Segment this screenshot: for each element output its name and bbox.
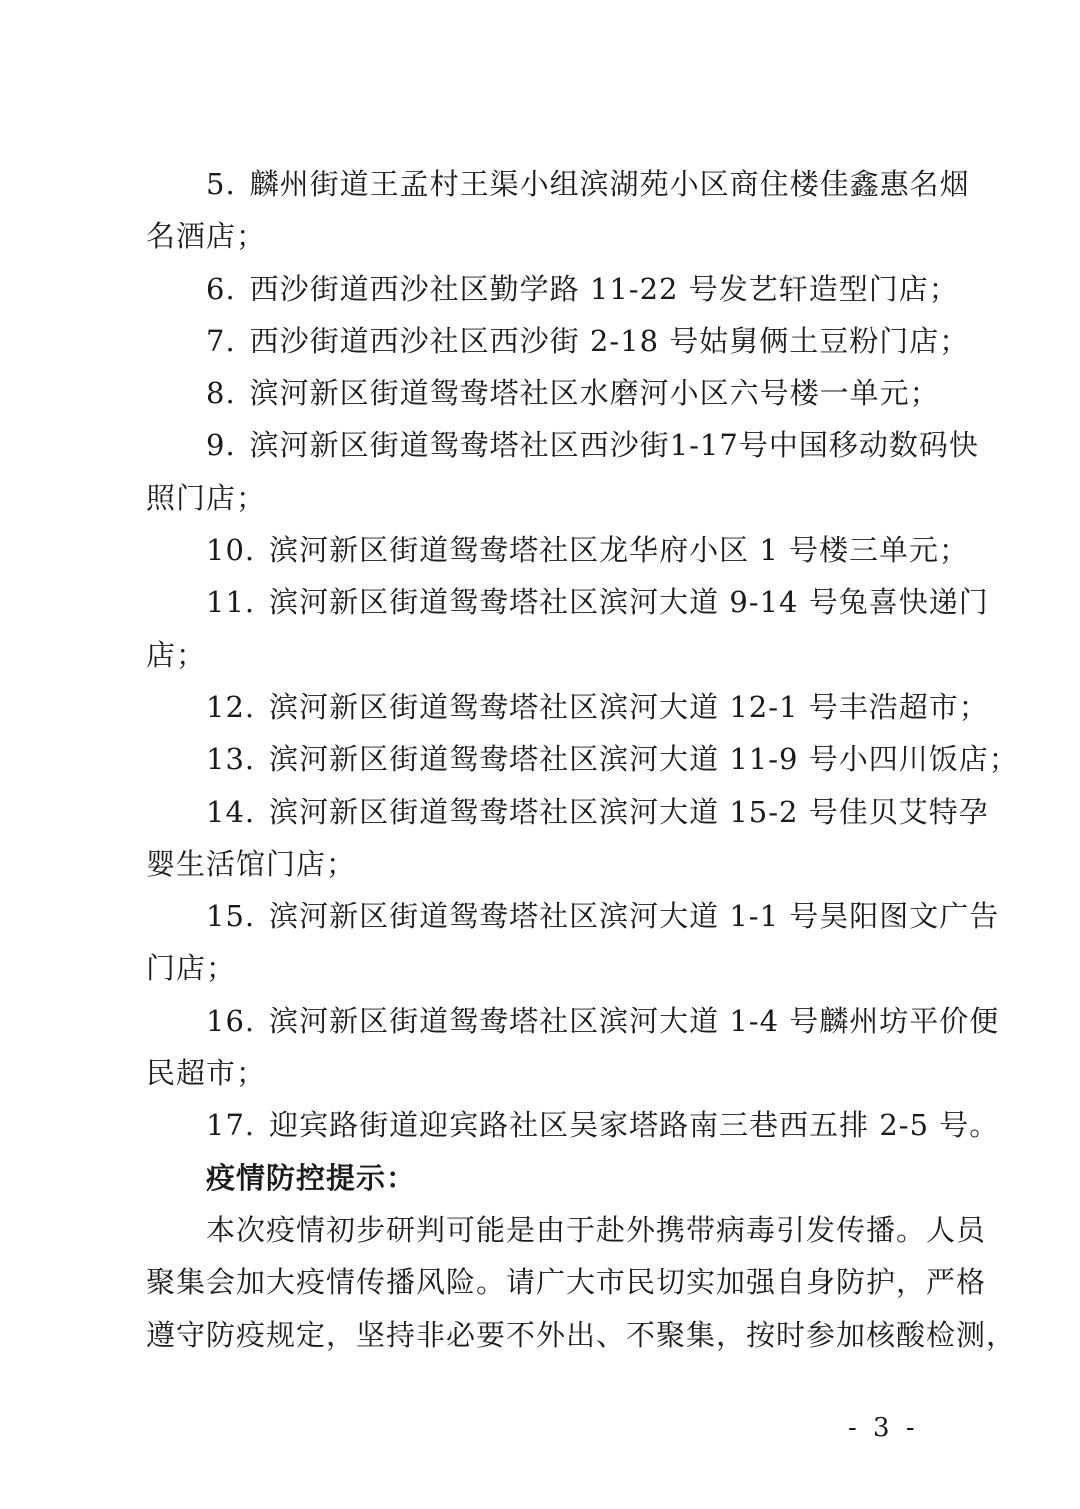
- item-text: 滨河新区街道鸳鸯塔社区西沙街1-17号中国移动数码快: [249, 428, 979, 463]
- list-item-continuation: 门店；: [146, 951, 237, 986]
- list-item-continuation: 照门店；: [146, 480, 267, 515]
- list-item: [146, 367, 946, 419]
- list-item: [146, 786, 989, 838]
- paragraph-line: 聚集会加大疫情传播风险。请广大市民切实加强自身防护，严格: [146, 1265, 987, 1300]
- item-number: 17.: [206, 1108, 256, 1143]
- paragraph-line: 遵守防疫规定，坚持非必要不外出、不聚集，按时参加核酸检测，: [146, 1317, 1017, 1352]
- item-number: 8.: [206, 376, 236, 411]
- item-number: 7.: [206, 323, 236, 358]
- item-number: 16.: [206, 1003, 256, 1038]
- item-text: 西沙街道西沙社区勤学路 11-22 号发艺轩造型门店；: [249, 271, 959, 306]
- list-item-continuation: 婴生活馆门店；: [146, 846, 357, 881]
- item-number: 5.: [206, 167, 236, 201]
- list-item: [146, 733, 1019, 785]
- item-number: 14.: [206, 794, 256, 829]
- item-number: 11.: [206, 585, 256, 620]
- item-number: 13.: [206, 742, 256, 777]
- list-item: [146, 890, 1000, 942]
- list-item: [146, 419, 979, 471]
- list-item: [146, 995, 1000, 1047]
- document-body: [146, 158, 1019, 1361]
- item-text: 滨河新区街道鸳鸯塔社区龙华府小区 1 号楼三单元；: [269, 533, 970, 568]
- page-number: - 3 -: [848, 1413, 919, 1443]
- item-text: 滨河新区街道鸳鸯塔社区滨河大道 1-4 号麟州坊平价便: [269, 1003, 1000, 1038]
- list-item-continuation: 名酒店；: [146, 219, 267, 254]
- item-text: 麟州街道王孟村王渠小组滨湖苑小区商住楼佳鑫惠名烟: [249, 167, 970, 201]
- list-item: [146, 315, 970, 367]
- list-item: [146, 681, 989, 733]
- item-text: 滨河新区街道鸳鸯塔社区滨河大道 9-14 号兔喜快递门: [269, 585, 989, 620]
- list-item: [146, 158, 970, 210]
- item-text: 滨河新区街道鸳鸯塔社区滨河大道 12-1 号丰浩超市；: [269, 689, 989, 724]
- list-item-continuation: 民超市；: [146, 1056, 267, 1091]
- paragraph-line: 本次疫情初步研判可能是由于赴外携带病毒引发传播。人员: [206, 1212, 987, 1247]
- item-number: 6.: [206, 271, 236, 306]
- item-text: 滨河新区街道鸳鸯塔社区滨河大道 15-2 号佳贝艾特孕: [269, 794, 989, 829]
- item-number: 12.: [206, 689, 256, 724]
- item-text: 滨河新区街道鸳鸯塔社区滨河大道 11-9 号小四川饭店；: [269, 742, 1019, 777]
- item-number: 10.: [206, 533, 256, 568]
- item-number: 9.: [206, 428, 236, 463]
- section-heading: 疫情防控提示：: [206, 1160, 417, 1195]
- item-text: 迎宾路街道迎宾路社区吴家塔路南三巷西五排 2-5 号。: [269, 1108, 1000, 1143]
- item-number: 15.: [206, 899, 256, 934]
- list-item: [146, 576, 989, 628]
- list-item-continuation: 店；: [146, 637, 207, 672]
- item-text: 西沙街道西沙社区西沙街 2-18 号姑舅俩土豆粉门店；: [249, 323, 970, 358]
- item-text: 滨河新区街道鸳鸯塔社区滨河大道 1-1 号昊阳图文广告: [269, 899, 1000, 934]
- item-text: 滨河新区街道鸳鸯塔社区水磨河小区六号楼一单元；: [249, 376, 940, 411]
- list-item: [146, 1099, 1000, 1151]
- list-item: [146, 263, 959, 315]
- list-item: [146, 524, 970, 576]
